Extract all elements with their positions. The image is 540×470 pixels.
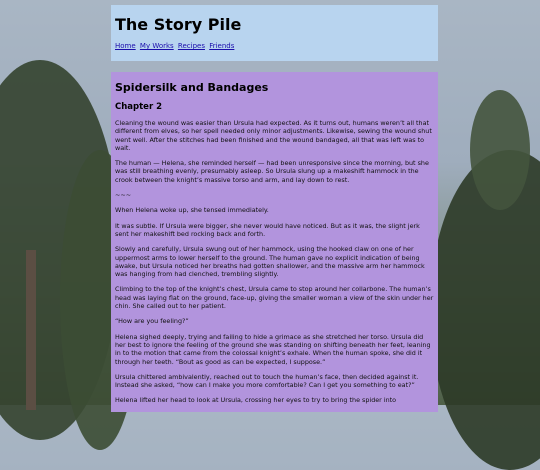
story-paragraph: Ursula chittered ambivalently, reached out to touch the human’s face, then decided against it. Instead she asked, “how can I make you more comfortable? Can I get you something to eat?” (115, 372, 419, 390)
story-content (111, 72, 438, 412)
story-title: Spidersilk and Bandages (115, 81, 269, 94)
story-paragraph: Climbing to the top of the knight’s chest, Ursula came to stop around her collarbone. The human’s head was laying flat on the ground, face-up, giving the smaller woman a view of the skin under her chin. She called out to her patient. (115, 285, 434, 311)
story-paragraph: When Helena woke up, she tensed immediately. (115, 206, 269, 215)
story-paragraph: Slowly and carefully, Ursula swung out of her hammock, using the hooked claw on one of her uppermost arms to lower herself to the ground. The human gave no explicit indication of being awake, but Ursula noticed her breaths had gotten shallower, and the massive arm her hammock was hanging from had clenched, trembling slightly. (115, 245, 425, 279)
site-header (111, 5, 438, 61)
story-paragraph: Helena sighed deeply, trying and failing to hide a grimace as she stretched her torso. Ursula did her best to ignore the feeling of the ground she was standing on shifting beneath her feet, leaning in to the motion that came from the colossal knight’s exhale. When the human spoke, she did it through her teeth. “Bout as good as can be expected, I suppose.” (115, 332, 431, 366)
chapter-heading: Chapter 2 (115, 102, 163, 112)
main-nav (115, 42, 236, 50)
site-title: The Story Pile (115, 15, 242, 34)
story-paragraph: “How are you feeling?” (115, 317, 189, 326)
tree-trunk (26, 250, 36, 410)
story-paragraph: The human — Helena, she reminded herself — had been unresponsive since the morning, but she was still breathing evenly, presumably asleep. So Ursula slung up a makeshift hammock in the crook between the knight’s massive torso and arm, and lay down to rest. (115, 159, 429, 184)
story-paragraph: It was subtle. If Ursula were bigger, she never would have noticed. But as it was, the slight jerk sent her makeshift bed rocking back and forth. (115, 221, 420, 238)
nav-link-recipes[interactable]: Recipes (177, 42, 205, 50)
story-paragraph: Cleaning the wound was easier than Ursula had expected. As it turns out, humans weren’t all that different from elves, so her spell needed only minor adjustments. Likewise, sewing the wound shut went well. After the stitches had been finished and the wound bandaged, all that was left was to wait. (115, 119, 432, 152)
scene-break: ~~~ (115, 191, 132, 200)
story-paragraph: Helena lifted her head to look at Ursula, crossing her eyes to try to bring the spider into (115, 396, 397, 405)
nav-link-my-works[interactable]: My Works (139, 42, 174, 50)
background-tree (470, 90, 530, 210)
nav-link-home[interactable]: Home (115, 42, 136, 50)
nav-link-friends[interactable]: Friends (209, 42, 235, 50)
